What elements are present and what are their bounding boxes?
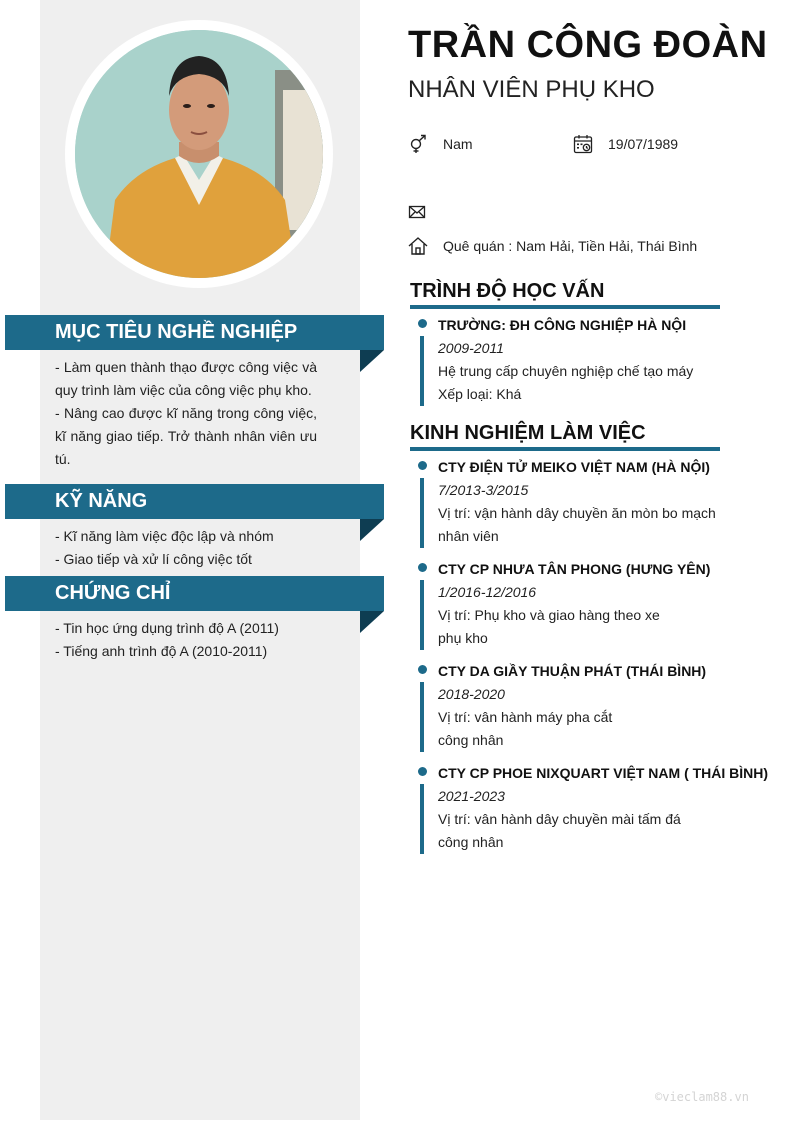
skills-heading-fold bbox=[360, 519, 384, 541]
skills-list bbox=[55, 525, 317, 571]
home-icon bbox=[408, 236, 428, 256]
objective-text bbox=[55, 356, 317, 471]
job-position: Vị trí: Phụ kho và giao hàng theo xe bbox=[438, 607, 660, 623]
timeline-line bbox=[420, 336, 424, 406]
experience-heading: KINH NGHIỆM LÀM VIỆC bbox=[410, 422, 720, 451]
education-grade: Xếp loại: Khá bbox=[438, 386, 522, 402]
objective-heading-fold bbox=[360, 350, 384, 372]
objective-heading: MỤC TIÊU NGHỀ NGHIỆP bbox=[5, 315, 384, 350]
job-period: 2018-2020 bbox=[438, 686, 505, 702]
hometown-row bbox=[408, 236, 697, 256]
timeline-dot bbox=[418, 767, 427, 776]
experience-item bbox=[418, 660, 768, 752]
school-name: TRƯỜNG: ĐH CÔNG NGHIỆP HÀ NỘI bbox=[438, 317, 687, 333]
full-name: TRẦN CÔNG ĐOÀN bbox=[408, 24, 768, 66]
education-period: 2009-2011 bbox=[438, 340, 504, 356]
experience-item bbox=[418, 456, 768, 548]
birthdate-value: 19/07/1989 bbox=[608, 136, 679, 152]
timeline-line bbox=[420, 580, 424, 650]
job-position: Vị trí: vân hành dây chuyền mài tấm đá bbox=[438, 811, 681, 827]
avatar bbox=[75, 30, 323, 278]
certificates-heading-fold bbox=[360, 611, 384, 633]
job-position: Vị trí: vận hành dây chuyền ăn mòn bo mạch bbox=[438, 505, 716, 521]
job-period: 7/2013-3/2015 bbox=[438, 482, 529, 498]
portrait-photo bbox=[75, 30, 323, 278]
job-period: 1/2016-12/2016 bbox=[438, 584, 537, 600]
objective-line: - Làm quen thành thạo được công việc và quy trình làm việc của công việc phụ kho. bbox=[55, 359, 317, 398]
skill-item: - Kĩ năng làm việc độc lập và nhóm bbox=[55, 528, 274, 544]
company-name: CTY CP NHƯA TÂN PHONG (HƯNG YÊN) bbox=[438, 561, 711, 577]
timeline-dot bbox=[418, 563, 427, 572]
company-name: CTY DA GIẦY THUẬN PHÁT (THÁI BÌNH) bbox=[438, 663, 707, 679]
timeline-dot bbox=[418, 665, 427, 674]
company-name: CTY ĐIỆN TỬ MEIKO VIỆT NAM (HÀ NỘI) bbox=[438, 459, 710, 475]
skills-heading: KỸ NĂNG bbox=[5, 484, 384, 519]
timeline-dot bbox=[418, 319, 427, 328]
job-role: công nhân bbox=[438, 732, 504, 748]
certificate-item: - Tiếng anh trình độ A (2010-2011) bbox=[55, 643, 268, 659]
education-heading: TRÌNH ĐỘ HỌC VẤN bbox=[410, 280, 720, 309]
job-position: Vị trí: vân hành máy pha cắt bbox=[438, 709, 613, 725]
job-role: nhân viên bbox=[438, 528, 499, 544]
experience-item bbox=[418, 558, 768, 650]
education-item bbox=[418, 314, 768, 406]
certificates-heading: CHỨNG CHỈ bbox=[5, 576, 384, 611]
certificate-item: - Tin học ứng dụng trình độ A (2011) bbox=[55, 620, 279, 636]
timeline-dot bbox=[418, 461, 427, 470]
calendar-icon bbox=[573, 134, 593, 154]
timeline-line bbox=[420, 682, 424, 752]
experience-item bbox=[418, 762, 768, 854]
education-major: Hệ trung cấp chuyên nghiệp chế tạo máy bbox=[438, 363, 694, 379]
job-title: NHÂN VIÊN PHỤ KHO bbox=[408, 76, 655, 103]
envelope-icon bbox=[408, 202, 428, 222]
email-row bbox=[408, 202, 443, 222]
birthdate-row bbox=[573, 134, 678, 154]
job-role: công nhân bbox=[438, 834, 504, 850]
watermark: ©vieclam88.vn bbox=[655, 1090, 749, 1104]
timeline-line bbox=[420, 784, 424, 854]
timeline-line bbox=[420, 478, 424, 548]
gender-value: Nam bbox=[443, 136, 473, 152]
objective-line: - Nâng cao được kĩ năng trong công việc, kĩ năng giao tiếp. Trở thành nhân viên ưu tú. bbox=[55, 405, 317, 467]
hometown-value: Quê quán : Nam Hải, Tiền Hải, Thái Bình bbox=[443, 238, 698, 254]
gender-icon bbox=[408, 134, 428, 154]
skill-item: - Giao tiếp và xử lí công việc tốt bbox=[55, 551, 252, 567]
certificates-list bbox=[55, 617, 317, 663]
company-name: CTY CP PHOE NIXQUART VIỆT NAM ( THÁI BÌNH) bbox=[438, 765, 769, 781]
job-period: 2021-2023 bbox=[438, 788, 505, 804]
job-role: phụ kho bbox=[438, 630, 488, 646]
gender-row bbox=[408, 134, 473, 154]
